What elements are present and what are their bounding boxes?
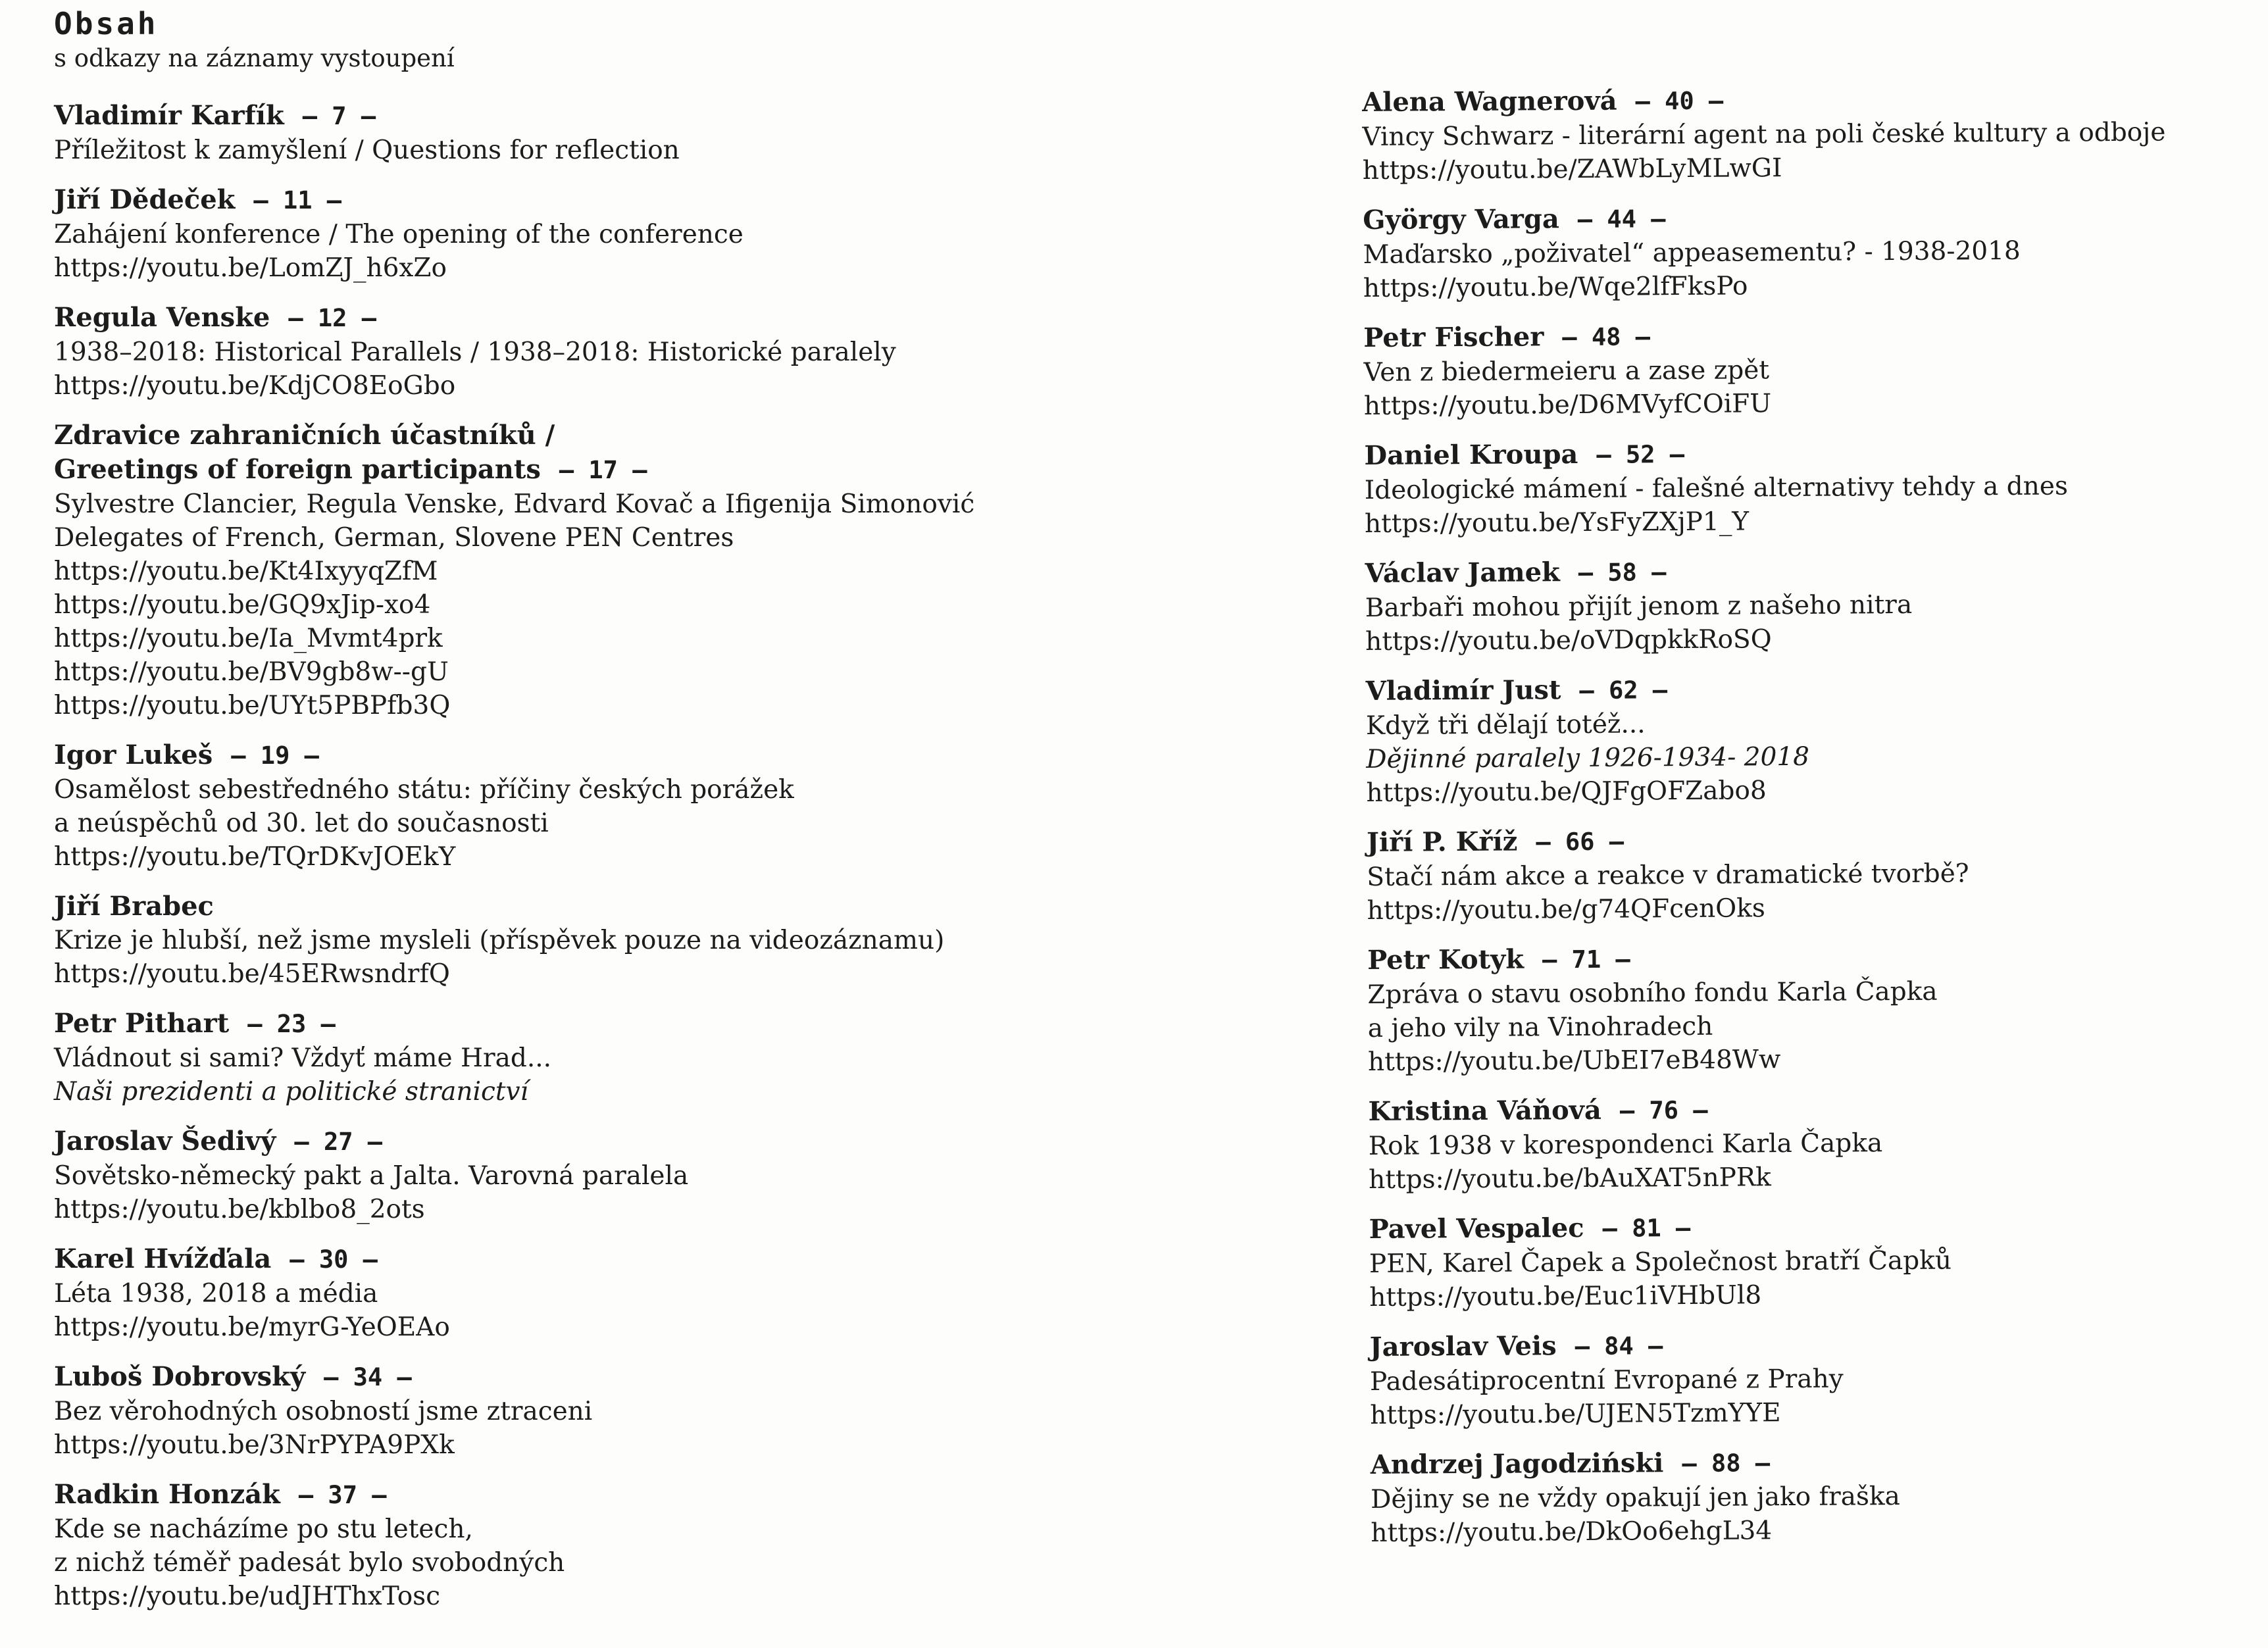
talk-title: Zahájení konference / The opening of the conference bbox=[54, 220, 743, 249]
author-name: Daniel Kroupa bbox=[1364, 439, 1578, 471]
talk-title: Sylvestre Clancier, Regula Venske, Edvard Kovač a Ifigenija Simonović bbox=[54, 489, 975, 519]
video-link[interactable]: https://youtu.be/KdjCO8EoGbo bbox=[54, 371, 456, 401]
video-link[interactable]: https://youtu.be/TQrDKvJOEkY bbox=[54, 842, 456, 872]
toc-entry bbox=[54, 738, 1094, 874]
video-link[interactable]: https://youtu.be/45ERwsndrfQ bbox=[54, 959, 450, 989]
page-number: — 84 — bbox=[1575, 1332, 1663, 1361]
toc-header bbox=[54, 4, 455, 74]
entry-heading bbox=[54, 1124, 1094, 1159]
toc-entry bbox=[54, 183, 1094, 285]
toc-entry bbox=[1364, 432, 2268, 541]
page-number: — 40 — bbox=[1635, 86, 1724, 116]
entry-heading bbox=[54, 1360, 1094, 1395]
page-number: — 58 — bbox=[1578, 558, 1667, 587]
page-number: — 62 — bbox=[1579, 676, 1668, 705]
entry-heading bbox=[1367, 819, 2268, 861]
entry-heading bbox=[1365, 550, 2268, 591]
entry-heading bbox=[54, 99, 1094, 134]
author-name: Karel Hvížďala bbox=[54, 1243, 272, 1274]
entry-heading bbox=[1371, 1441, 2268, 1483]
page-number: — 11 — bbox=[253, 186, 342, 214]
toc-entry bbox=[54, 889, 1094, 991]
toc-entry bbox=[54, 1360, 1094, 1462]
toc-entry bbox=[1365, 550, 2268, 659]
toc-entry bbox=[1363, 314, 2268, 423]
toc-entry bbox=[1368, 1088, 2268, 1197]
video-link[interactable]: https://youtu.be/oVDqpkkRoSQ bbox=[1365, 624, 1772, 657]
entry-heading bbox=[54, 738, 1094, 773]
toc-entry bbox=[54, 301, 1094, 403]
talk-title: Osamělost sebestředného státu: příčiny českých porážek bbox=[54, 775, 794, 805]
toc-entry bbox=[54, 1124, 1094, 1226]
page-number: — 12 — bbox=[288, 304, 377, 332]
talk-title: Bez věrohodných osobností jsme ztraceni bbox=[54, 1397, 593, 1426]
toc-column-right bbox=[1362, 79, 2268, 1566]
talk-title: Krize je hlubší, než jsme mysleli (příspěvek pouze na videozáznamu) bbox=[54, 926, 945, 955]
talk-title: Sovětsko-německý pakt a Jalta. Varovná paralela bbox=[54, 1161, 689, 1191]
entry-heading bbox=[54, 1242, 1094, 1277]
video-link[interactable]: https://youtu.be/3NrPYPA9PXk bbox=[54, 1430, 455, 1460]
video-link[interactable]: https://youtu.be/UJEN5TzmYYE bbox=[1370, 1398, 1781, 1430]
talk-title: Vincy Schwarz - literární agent na poli české kultury a odboje bbox=[1362, 117, 2166, 152]
author-name: Václav Jamek bbox=[1365, 557, 1560, 589]
entry-heading bbox=[54, 418, 1094, 453]
talk-title: Kde se nacházíme po stu letech, bbox=[54, 1514, 473, 1544]
author-name: Pavel Vespalec bbox=[1369, 1212, 1584, 1245]
author-name: Petr Kotyk bbox=[1367, 943, 1525, 976]
author-name: Andrzej Jagodziński bbox=[1370, 1447, 1664, 1480]
author-name: Regula Venske bbox=[54, 302, 270, 333]
toc-entry bbox=[1363, 197, 2268, 305]
page-number: — 7 — bbox=[302, 102, 376, 130]
author-name: Kristina Váňová bbox=[1368, 1094, 1602, 1127]
talk-title: Ven z biedermeieru a zase zpět bbox=[1363, 355, 1770, 387]
talk-title: a jeho vily na Vinohradech bbox=[1367, 1011, 1713, 1043]
author-name: Radkin Honzák bbox=[54, 1479, 280, 1510]
talk-subtitle: Naši prezidenti a politické stranictví bbox=[54, 1077, 529, 1107]
entry-heading bbox=[1365, 668, 2268, 709]
talk-title: Delegates of French, German, Slovene PEN Centres bbox=[54, 523, 734, 553]
video-link[interactable]: https://youtu.be/UYt5PBPfb3Q bbox=[54, 691, 451, 720]
author-name: Greetings of foreign participants bbox=[54, 454, 541, 485]
talk-title: Barbaři mohou přijít jenom z našeho nitra bbox=[1365, 589, 1913, 623]
video-link[interactable]: https://youtu.be/g74QFcenOks bbox=[1367, 893, 1765, 926]
page-subtitle: s odkazy na záznamy vystoupení bbox=[54, 44, 455, 72]
video-link[interactable]: https://youtu.be/LomZJ_h6xZo bbox=[54, 253, 447, 283]
toc-entry bbox=[1371, 1441, 2268, 1550]
page-number: — 19 — bbox=[231, 741, 319, 770]
toc-entry bbox=[1369, 1206, 2268, 1314]
talk-title: z nichž téměř padesát bylo svobodných bbox=[54, 1548, 565, 1578]
entry-heading bbox=[54, 183, 1094, 218]
toc-entry bbox=[54, 1478, 1094, 1613]
page-number: — 23 — bbox=[247, 1010, 336, 1038]
video-link[interactable]: https://youtu.be/Wqe2lfFksPo bbox=[1363, 271, 1748, 303]
video-link[interactable]: https://youtu.be/D6MVyfCOiFU bbox=[1363, 389, 1772, 421]
toc-column-left bbox=[54, 99, 1094, 1629]
author-name: Alena Wagnerová bbox=[1362, 85, 1617, 118]
talk-title: Příležitost k zamyšlení / Questions for reflection bbox=[54, 136, 680, 165]
talk-title: Dějiny se ne vždy opakují jen jako fraška bbox=[1370, 1482, 1900, 1514]
talk-subtitle: Dějinné paralely 1926-1934- 2018 bbox=[1366, 741, 1810, 774]
entry-heading bbox=[54, 301, 1094, 336]
talk-title: Stačí nám akce a reakce v dramatické tvorbě? bbox=[1367, 859, 1969, 892]
entry-heading bbox=[54, 889, 1094, 924]
talk-title: Ideologické mámení - falešné alternativy tehdy a dnes bbox=[1364, 471, 2069, 505]
toc-entry bbox=[54, 1007, 1094, 1109]
entry-heading bbox=[54, 1007, 1094, 1041]
video-link[interactable]: https://youtu.be/YsFyZXjP1_Y bbox=[1364, 507, 1750, 539]
entry-heading bbox=[1362, 79, 2268, 120]
author-name: Petr Pithart bbox=[54, 1008, 230, 1039]
video-link[interactable]: https://youtu.be/QJFgOFZabo8 bbox=[1366, 776, 1767, 808]
page-number: — 88 — bbox=[1682, 1449, 1771, 1478]
toc-entry bbox=[1367, 937, 2268, 1079]
talk-title: Zpráva o stavu osobního fondu Karla Čapka bbox=[1367, 976, 1938, 1010]
author-name: György Varga bbox=[1363, 203, 1559, 236]
page-number: — 30 — bbox=[290, 1245, 378, 1274]
page-number: — 81 — bbox=[1602, 1213, 1691, 1243]
toc-entry bbox=[54, 99, 1094, 167]
page-number: — 17 — bbox=[559, 456, 647, 484]
toc-entry bbox=[1365, 668, 2268, 810]
author-name: Jiří Brabec bbox=[54, 891, 214, 922]
video-link[interactable]: https://youtu.be/Euc1iVHbUl8 bbox=[1369, 1280, 1762, 1312]
entry-heading bbox=[1368, 1088, 2268, 1130]
entry-heading bbox=[1364, 432, 2268, 474]
entry-heading bbox=[1363, 314, 2268, 356]
page-number: — 48 — bbox=[1562, 322, 1651, 352]
toc-entry bbox=[54, 418, 1094, 722]
video-link[interactable]: https://youtu.be/DkOo6ehgL34 bbox=[1371, 1516, 1773, 1548]
video-link[interactable]: https://youtu.be/Kt4IxyyqZfM bbox=[54, 557, 438, 586]
page-number: — 76 — bbox=[1619, 1095, 1708, 1125]
page-number: — 34 — bbox=[324, 1363, 412, 1391]
talk-title: Když tři dělají totéž... bbox=[1365, 709, 1646, 741]
author-name: Petr Fischer bbox=[1363, 321, 1544, 353]
video-link[interactable]: https://youtu.be/GQ9xJip-xo4 bbox=[54, 590, 431, 620]
video-link[interactable]: https://youtu.be/udJHThxTosc bbox=[54, 1582, 441, 1611]
author-name: Luboš Dobrovský bbox=[54, 1361, 306, 1392]
talk-title: Vládnout si sami? Vždyť máme Hrad... bbox=[54, 1043, 552, 1073]
page-number: — 66 — bbox=[1536, 827, 1625, 857]
page-number: — 27 — bbox=[294, 1128, 383, 1156]
video-link[interactable]: https://youtu.be/Ia_Mvmt4prk bbox=[54, 624, 443, 653]
talk-title: Maďarsko „poživatel“ appeasementu? - 1938-2018 bbox=[1363, 236, 2021, 270]
author-name: Vladimír Karfík bbox=[54, 100, 284, 131]
page-number: — 52 — bbox=[1596, 440, 1685, 469]
page-title: Obsah bbox=[54, 6, 159, 41]
author-name: Zdravice zahraničních účastníků / bbox=[54, 420, 555, 451]
page-number: — 71 — bbox=[1542, 945, 1630, 974]
toc-entry bbox=[1362, 79, 2268, 187]
page-number: — 37 — bbox=[298, 1481, 387, 1509]
author-name: Jiří P. Kříž bbox=[1366, 826, 1518, 858]
talk-title: a neúspěchů od 30. let do současnosti bbox=[54, 809, 549, 838]
entry-heading bbox=[54, 453, 1094, 487]
entry-heading bbox=[1363, 197, 2268, 238]
video-link[interactable]: https://youtu.be/bAuXAT5nPRk bbox=[1369, 1162, 1771, 1195]
video-link[interactable]: https://youtu.be/myrG-YeOEAo bbox=[54, 1312, 450, 1342]
toc-entry bbox=[1370, 1324, 2268, 1432]
author-name: Jaroslav Šedivý bbox=[54, 1126, 276, 1157]
toc-entry bbox=[1367, 819, 2268, 928]
talk-title: Léta 1938, 2018 a média bbox=[54, 1279, 378, 1309]
entry-heading bbox=[1370, 1324, 2268, 1365]
talk-title: Rok 1938 v korespondenci Karla Čapka bbox=[1368, 1128, 1883, 1161]
talk-title: Padesátiprocentní Evropané z Prahy bbox=[1369, 1364, 1844, 1397]
entry-heading bbox=[1369, 1206, 2268, 1247]
talk-title: 1938–2018: Historical Parallels / 1938–2018: Historické paralely bbox=[54, 337, 896, 367]
video-link[interactable]: https://youtu.be/kblbo8_2ots bbox=[54, 1195, 425, 1224]
author-name: Vladimír Just bbox=[1365, 674, 1561, 707]
talk-title: PEN, Karel Čapek a Společnost bratří Čapků bbox=[1369, 1245, 1952, 1279]
page-number: — 44 — bbox=[1577, 205, 1666, 234]
video-link[interactable]: https://youtu.be/UbEI7eB48Ww bbox=[1367, 1045, 1781, 1077]
entry-heading bbox=[1367, 937, 2268, 978]
author-name: Jaroslav Veis bbox=[1369, 1330, 1557, 1362]
author-name: Igor Lukeš bbox=[54, 739, 213, 770]
entry-heading bbox=[54, 1478, 1094, 1512]
video-link[interactable]: https://youtu.be/ZAWbLyMLwGI bbox=[1362, 153, 1782, 186]
video-link[interactable]: https://youtu.be/BV9gb8w--gU bbox=[54, 657, 449, 687]
author-name: Jiří Dědeček bbox=[54, 184, 236, 215]
toc-entry bbox=[54, 1242, 1094, 1344]
